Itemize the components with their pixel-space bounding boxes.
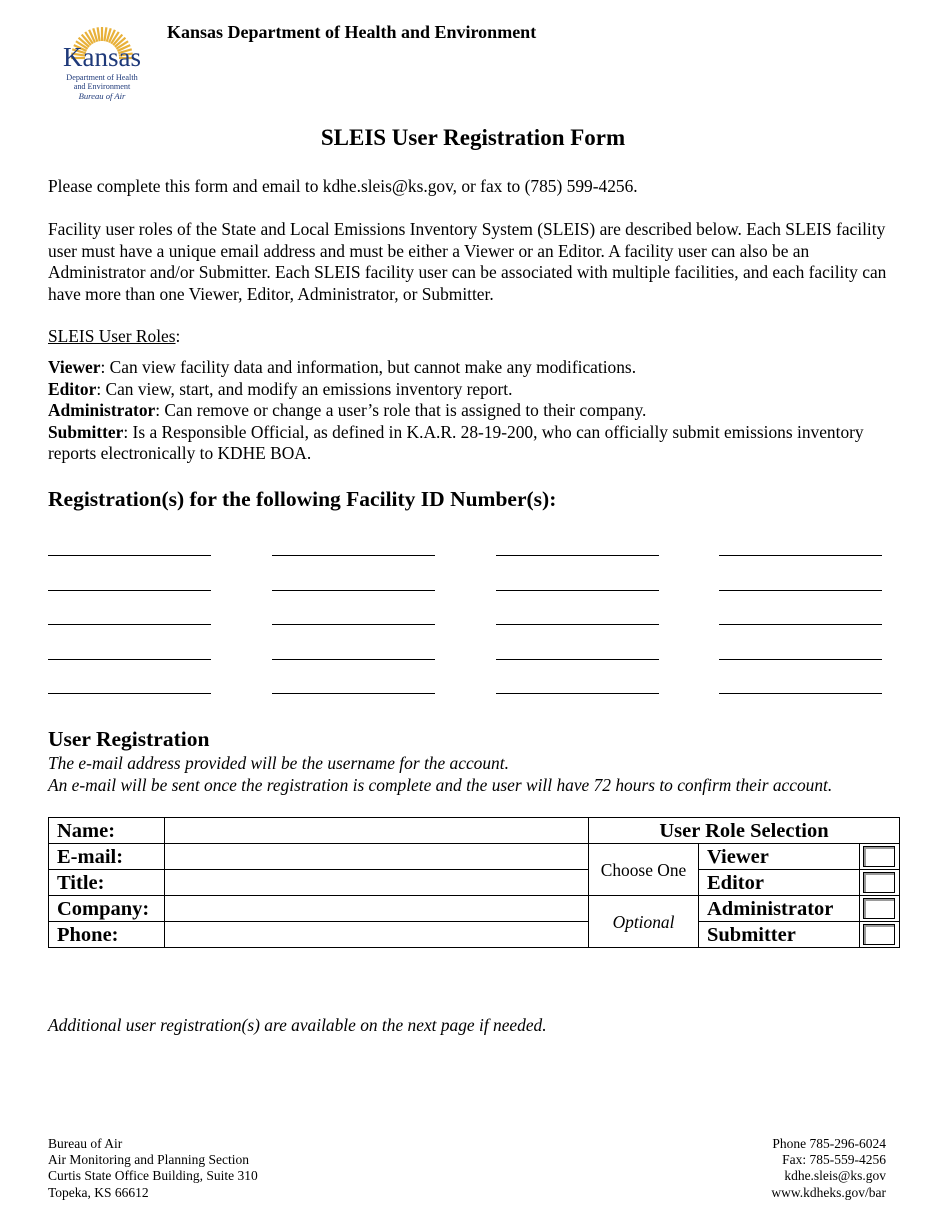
facility-id-field[interactable]: [272, 590, 435, 591]
facility-id-field[interactable]: [48, 555, 211, 556]
kansas-sunflower-logo-icon: [50, 24, 154, 104]
facility-id-field[interactable]: [719, 659, 882, 660]
table-row: [49, 870, 900, 896]
company-field[interactable]: [165, 896, 589, 922]
footer-website: www.kdheks.gov/bar: [771, 1184, 886, 1200]
facility-id-field[interactable]: [719, 590, 882, 591]
facility-id-field[interactable]: [496, 590, 659, 591]
administrator-checkbox[interactable]: [863, 898, 895, 919]
title-field[interactable]: [165, 870, 589, 896]
logo-word: Kansas: [63, 42, 141, 72]
agency-name: Kansas Department of Health and Environment: [167, 22, 537, 42]
additional-registrations-note: Additional user registration(s) are available on the next page if needed.: [48, 1015, 547, 1035]
facility-id-field[interactable]: [719, 693, 882, 694]
viewer-checkbox[interactable]: [863, 846, 895, 867]
logo-line-2: and Environment: [73, 82, 131, 91]
role-name: Editor: [48, 378, 97, 399]
field-label-phone: Phone:: [49, 922, 165, 948]
role-administrator: [48, 400, 908, 422]
user-registration-heading: User Registration: [48, 727, 210, 751]
role-desc: : Can remove or change a user’s role that is assigned to their company.: [155, 400, 647, 420]
facility-id-heading: Registration(s) for the following Facility ID Number(s):: [48, 487, 557, 511]
logo-ray: [104, 27, 106, 41]
footer-line: Air Monitoring and Planning Section: [48, 1152, 249, 1168]
footer-fax: Fax: 785-559-4256: [782, 1152, 886, 1168]
facility-id-field[interactable]: [719, 555, 882, 556]
role-option-submitter: Submitter: [699, 922, 860, 948]
facility-id-field[interactable]: [272, 555, 435, 556]
administrator-checkbox-cell: [860, 896, 900, 922]
page-title: SLEIS User Registration Form: [320, 125, 626, 150]
logo-ray: [98, 27, 100, 41]
facility-id-field[interactable]: [48, 659, 211, 660]
field-label-name: Name:: [49, 818, 165, 844]
facility-id-field[interactable]: [496, 659, 659, 660]
choose-one-label: Choose One: [589, 844, 699, 896]
role-option-editor: Editor: [699, 870, 860, 896]
facility-id-field[interactable]: [496, 693, 659, 694]
role-viewer: [48, 357, 908, 379]
footer-address: [48, 1136, 258, 1201]
optional-label: Optional: [589, 896, 699, 948]
name-field[interactable]: [165, 818, 589, 844]
roles-description: Facility user roles of the State and Local Emissions Inventory System (SLEIS) are described below. Each SLEIS facility user must have a unique email address and must be either a Viewer or an Editor. A facility user can also be an Administrator and/or Submitter. Each SLEIS facility user can be associated with multiple facilities, and each facility can have more than one Viewer, Editor, Administrator, or Submitter.: [48, 219, 887, 304]
facility-id-field[interactable]: [48, 693, 211, 694]
role-selection-header: User Role Selection: [589, 818, 900, 844]
facility-id-field[interactable]: [496, 555, 659, 556]
field-label-title: Title:: [49, 870, 165, 896]
confirmation-note: An e-mail will be sent once the registration is complete and the user will have 72 hours to confirm their account.: [48, 775, 833, 795]
viewer-checkbox-cell: [860, 844, 900, 870]
role-name: Viewer: [48, 357, 101, 377]
table-row: [49, 818, 900, 844]
kdhe-logo: [50, 24, 154, 104]
submitter-checkbox-cell: [860, 922, 900, 948]
logo-line-1: Department of Health: [66, 73, 138, 82]
facility-id-field[interactable]: [272, 624, 435, 625]
role-name: Submitter: [48, 421, 124, 442]
facility-id-field[interactable]: [48, 590, 211, 591]
table-row: [49, 922, 900, 948]
role-name: Administrator: [48, 400, 156, 420]
footer-line: Curtis State Office Building, Suite 310: [48, 1168, 258, 1184]
footer-phone: Phone 785-296-6024: [772, 1136, 886, 1151]
roles-heading: [48, 326, 908, 348]
footer-email: kdhe.sleis@ks.gov: [784, 1168, 886, 1184]
footer-line: Bureau of Air: [48, 1136, 123, 1151]
submitter-checkbox[interactable]: [863, 924, 895, 945]
facility-id-field[interactable]: [272, 659, 435, 660]
role-submitter: [48, 422, 908, 465]
roles-list: [48, 357, 908, 465]
logo-line-3: Bureau of Air: [78, 91, 126, 101]
facility-id-field[interactable]: [48, 624, 211, 625]
username-note: The e-mail address provided will be the username for the account.: [48, 753, 509, 773]
footer-contact: [771, 1136, 886, 1201]
editor-checkbox[interactable]: [863, 872, 895, 893]
email-field[interactable]: [165, 844, 589, 870]
table-row: [49, 896, 900, 922]
role-option-viewer: Viewer: [699, 844, 860, 870]
role-editor: [48, 379, 908, 401]
footer-line: Topeka, KS 66612: [48, 1184, 149, 1200]
facility-id-field[interactable]: [272, 693, 435, 694]
roles-heading-colon: :: [175, 326, 181, 346]
role-option-administrator: Administrator: [699, 896, 860, 922]
facility-id-field[interactable]: [719, 624, 882, 625]
table-row: [49, 844, 900, 870]
roles-heading-text: SLEIS User Roles: [48, 326, 176, 346]
field-label-email: E-mail:: [49, 844, 165, 870]
facility-id-field[interactable]: [496, 624, 659, 625]
editor-checkbox-cell: [860, 870, 900, 896]
role-desc: : Is a Responsible Official, as defined in K.A.R. 28-19-200, who can officially submit emissions inventory reports electronically to KDHE BOA.: [48, 421, 864, 463]
phone-field[interactable]: [165, 922, 589, 948]
field-label-company: Company:: [49, 896, 165, 922]
instructions-text: Please complete this form and email to kdhe.sleis@ks.gov, or fax to (785) 599-4256.: [48, 176, 638, 196]
role-desc: : Can view facility data and information, but cannot make any modifications.: [100, 357, 637, 377]
user-registration-table: [48, 817, 900, 948]
role-desc: : Can view, start, and modify an emissions inventory report.: [96, 378, 513, 399]
